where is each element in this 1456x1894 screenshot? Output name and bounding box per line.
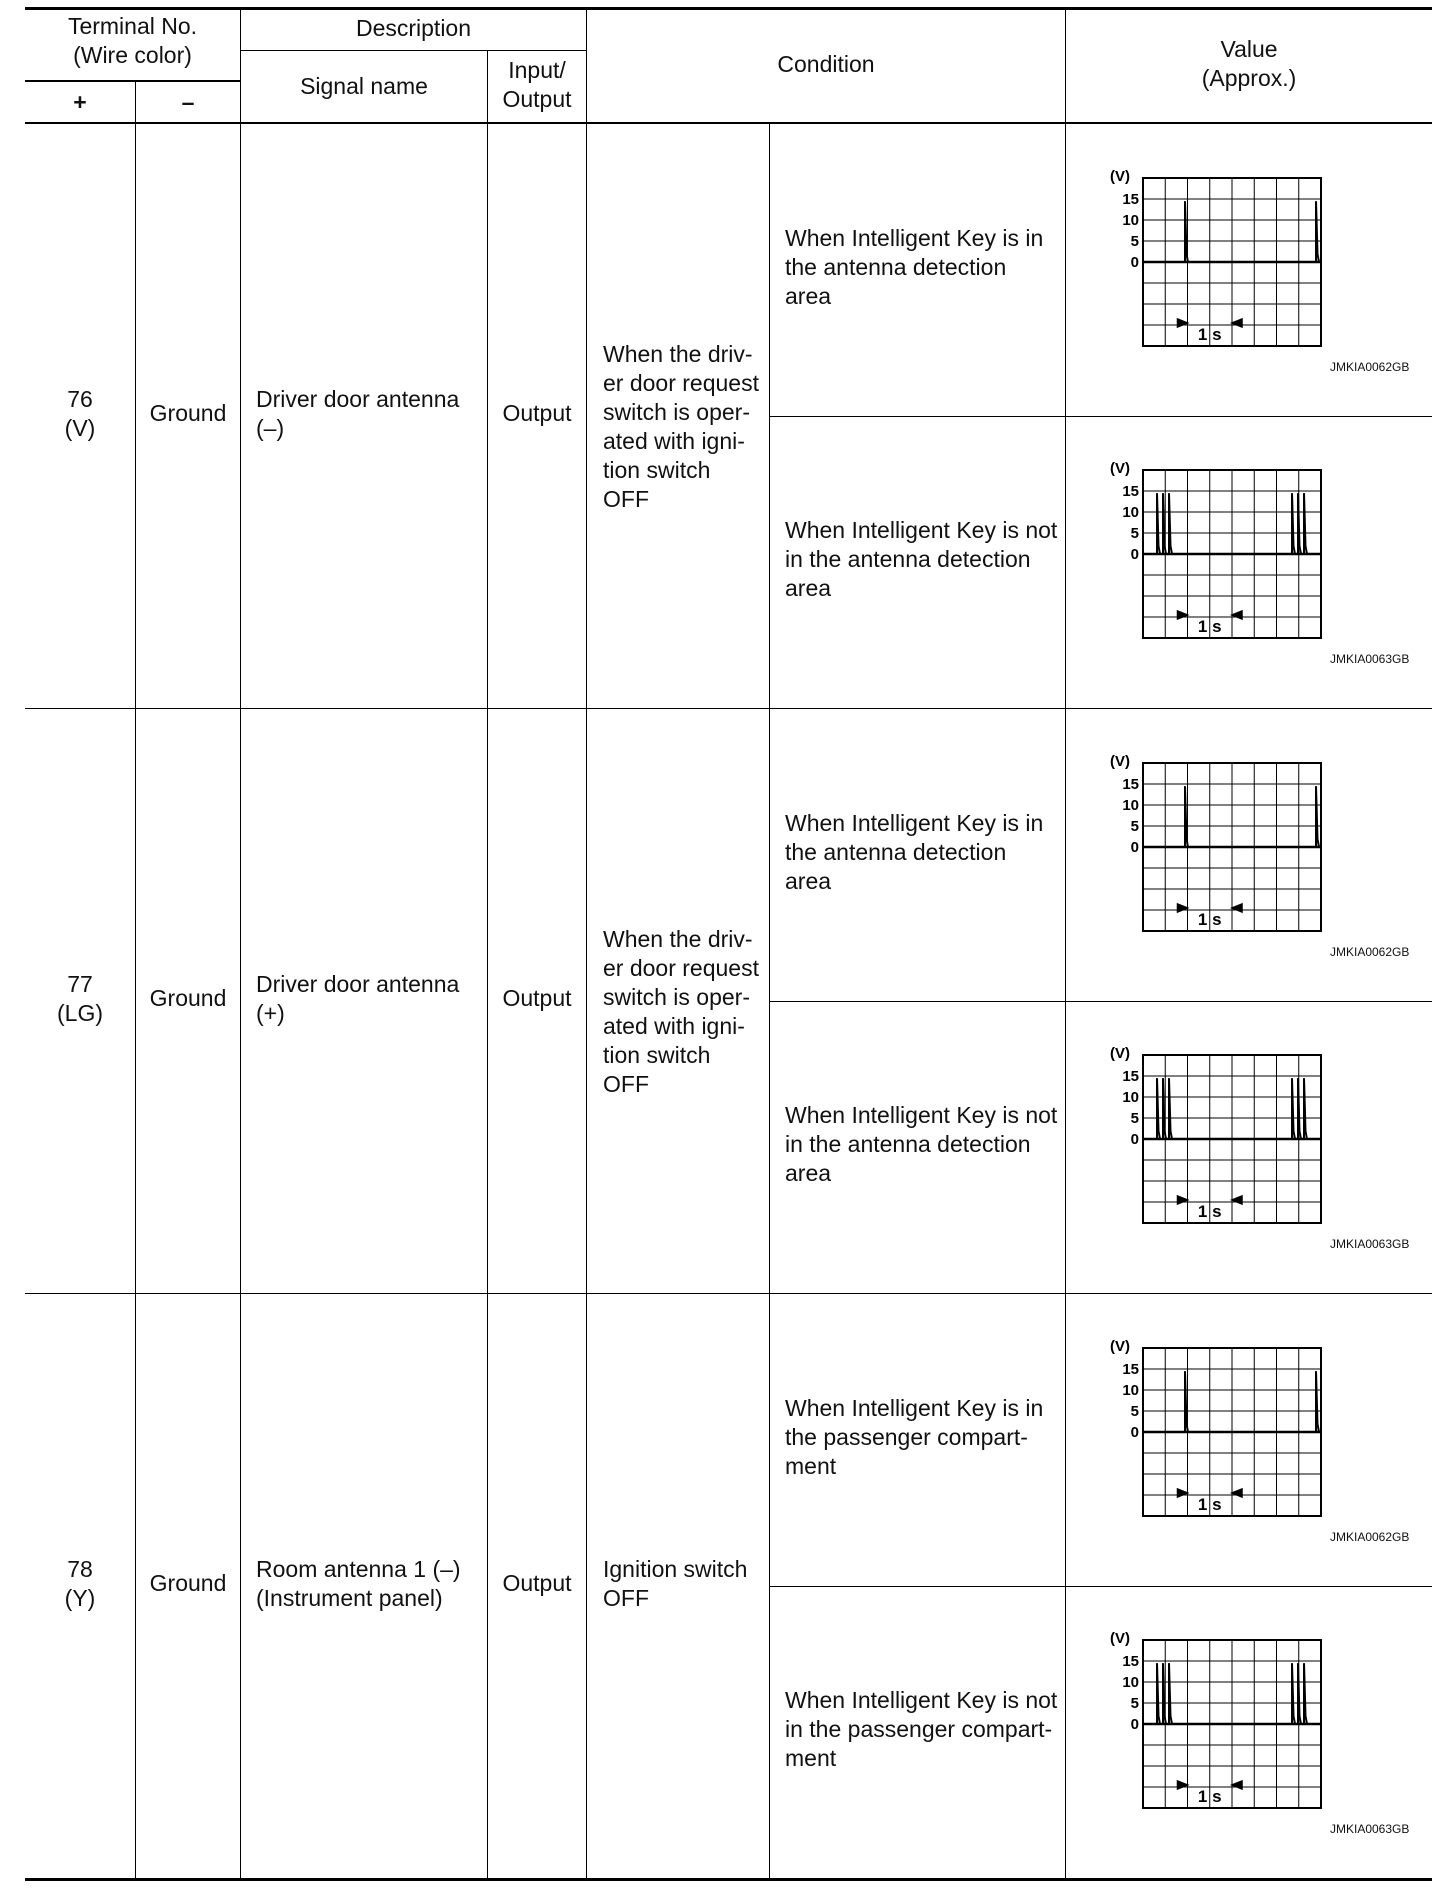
sub-condition: When Intelligent Key is in the antenna detection area	[785, 810, 1044, 894]
waveform-unit-label: (V)	[1110, 753, 1130, 770]
waveform-ytick-label: 10	[1122, 1674, 1139, 1691]
row-signal-name: Room antenna 1 (–) (Instrument panel)	[256, 1556, 461, 1611]
waveform-figure	[1108, 1628, 1323, 1818]
waveform-ytick-label: 10	[1122, 504, 1139, 521]
figure-code: JMKIA0063GB	[1330, 1822, 1410, 1836]
waveform-pulse	[1292, 1078, 1295, 1139]
row-separator	[25, 1293, 1432, 1294]
waveform-pulse	[1304, 493, 1307, 554]
column-rule	[487, 50, 488, 1879]
waveform-ytick-label: 15	[1122, 776, 1139, 793]
row-ground: Ground	[149, 400, 227, 426]
waveform-unit-label: (V)	[1110, 1630, 1130, 1647]
row-condition: When the driv- er door request switch is oper- ated with igni- tion switch OFF	[603, 926, 759, 1097]
column-rule	[586, 8, 587, 1879]
waveform-ytick-label: 15	[1122, 1068, 1139, 1085]
row-terminal: 78 (Y)	[64, 1556, 96, 1611]
time-scale-label: 1 s	[1197, 325, 1222, 344]
waveform-figure	[1108, 166, 1323, 356]
column-rule	[1065, 8, 1066, 1879]
waveform-pulse	[1316, 1371, 1319, 1432]
waveform-ytick-label: 10	[1122, 212, 1139, 229]
sub-condition: When Intelligent Key is in the passenger compart- ment	[785, 1395, 1044, 1479]
row-terminal: 76 (V)	[64, 386, 96, 441]
waveform-pulse	[1316, 201, 1319, 262]
waveform-svg	[1108, 166, 1323, 351]
waveform-pulse	[1304, 1663, 1307, 1724]
time-scale-label: 1 s	[1197, 1495, 1222, 1514]
row-signal-name: Driver door antenna (–)	[256, 386, 460, 441]
header-terminal-no: Terminal No. (Wire color)	[67, 13, 198, 68]
sub-row-separator	[770, 1586, 1432, 1587]
figure-code: JMKIA0063GB	[1330, 652, 1410, 666]
waveform-ytick-label: 10	[1122, 1089, 1139, 1106]
waveform-ytick-label: 0	[1130, 254, 1139, 271]
row-condition: When the driv- er door request switch is oper- ated with igni- tion switch OFF	[603, 341, 759, 512]
waveform-ytick-label: 5	[1130, 233, 1139, 250]
row-io: Output	[502, 985, 572, 1011]
header-value: Value (Approx.)	[1201, 36, 1297, 91]
row-separator	[25, 708, 1432, 709]
waveform-figure	[1108, 1336, 1323, 1526]
waveform-ytick-label: 15	[1122, 1653, 1139, 1670]
waveform-pulse	[1169, 1663, 1172, 1724]
header-rule	[241, 50, 587, 51]
sub-row-separator	[770, 416, 1432, 417]
waveform-unit-label: (V)	[1110, 460, 1130, 477]
sub-row-separator	[770, 1001, 1432, 1002]
waveform-figure	[1108, 751, 1323, 941]
header-rule	[25, 80, 240, 82]
waveform-svg	[1108, 751, 1323, 936]
time-scale-label: 1 s	[1197, 617, 1222, 636]
row-ground: Ground	[149, 985, 227, 1011]
waveform-pulse	[1169, 1078, 1172, 1139]
waveform-pulse	[1316, 786, 1319, 847]
waveform-unit-label: (V)	[1110, 168, 1130, 185]
waveform-ytick-label: 0	[1130, 1424, 1139, 1441]
waveform-ytick-label: 0	[1130, 546, 1139, 563]
waveform-pulse	[1292, 493, 1295, 554]
waveform-ytick-label: 15	[1122, 483, 1139, 500]
waveform-ytick-label: 0	[1130, 1716, 1139, 1733]
sub-condition: When Intelligent Key is not in the antenna detection area	[785, 1102, 1058, 1186]
row-condition: Ignition switch OFF	[603, 1556, 748, 1611]
waveform-pulse	[1157, 1078, 1160, 1139]
waveform-ytick-label: 15	[1122, 1361, 1139, 1378]
waveform-ytick-label: 5	[1130, 1403, 1139, 1420]
waveform-ytick-label: 5	[1130, 818, 1139, 835]
waveform-svg	[1108, 1628, 1323, 1813]
waveform-pulse	[1298, 493, 1301, 554]
waveform-figure	[1108, 1043, 1323, 1233]
header-signal-name: Signal name	[300, 73, 428, 99]
waveform-pulse	[1298, 1663, 1301, 1724]
figure-code: JMKIA0062GB	[1330, 945, 1410, 959]
row-ground: Ground	[149, 1570, 227, 1596]
header-description: Description	[355, 15, 472, 41]
column-rule	[240, 8, 241, 1879]
row-io: Output	[502, 1570, 572, 1596]
row-terminal: 77 (LG)	[57, 971, 103, 1026]
time-scale-label: 1 s	[1197, 1202, 1222, 1221]
sub-condition: When Intelligent Key is not in the antenna detection area	[785, 517, 1058, 601]
waveform-ytick-label: 0	[1130, 1131, 1139, 1148]
figure-code: JMKIA0062GB	[1330, 1530, 1410, 1544]
waveform-pulse	[1304, 1078, 1307, 1139]
waveform-ytick-label: 5	[1130, 1110, 1139, 1127]
waveform-pulse	[1157, 493, 1160, 554]
column-rule	[769, 123, 770, 1879]
header-bottom-rule	[25, 122, 1432, 124]
row-signal-name: Driver door antenna (+)	[256, 971, 460, 1026]
waveform-unit-label: (V)	[1110, 1338, 1130, 1355]
waveform-figure	[1108, 458, 1323, 648]
waveform-pulse	[1157, 1663, 1160, 1724]
waveform-svg	[1108, 1043, 1323, 1228]
sub-condition: When Intelligent Key is not in the passenger compart- ment	[785, 1687, 1058, 1771]
figure-code: JMKIA0063GB	[1330, 1237, 1410, 1251]
figure-code: JMKIA0062GB	[1330, 360, 1410, 374]
waveform-unit-label: (V)	[1110, 1045, 1130, 1062]
row-io: Output	[502, 400, 572, 426]
waveform-svg	[1108, 458, 1323, 643]
time-scale-label: 1 s	[1197, 1787, 1222, 1806]
column-rule	[135, 80, 136, 1879]
waveform-svg	[1108, 1336, 1323, 1521]
waveform-ytick-label: 10	[1122, 797, 1139, 814]
header-input-output: Input/ Output	[502, 57, 572, 112]
sub-condition: When Intelligent Key is in the antenna detection area	[785, 225, 1044, 309]
header-minus: –	[181, 89, 195, 115]
waveform-pulse	[1292, 1663, 1295, 1724]
header-condition: Condition	[777, 51, 875, 77]
waveform-ytick-label: 15	[1122, 191, 1139, 208]
table-top-rule	[25, 7, 1432, 10]
waveform-ytick-label: 5	[1130, 1695, 1139, 1712]
waveform-pulse	[1169, 493, 1172, 554]
header-plus: +	[73, 89, 87, 115]
waveform-ytick-label: 5	[1130, 525, 1139, 542]
time-scale-label: 1 s	[1197, 910, 1222, 929]
table-bottom-rule	[25, 1878, 1432, 1881]
waveform-ytick-label: 0	[1130, 839, 1139, 856]
waveform-ytick-label: 10	[1122, 1382, 1139, 1399]
waveform-pulse	[1298, 1078, 1301, 1139]
